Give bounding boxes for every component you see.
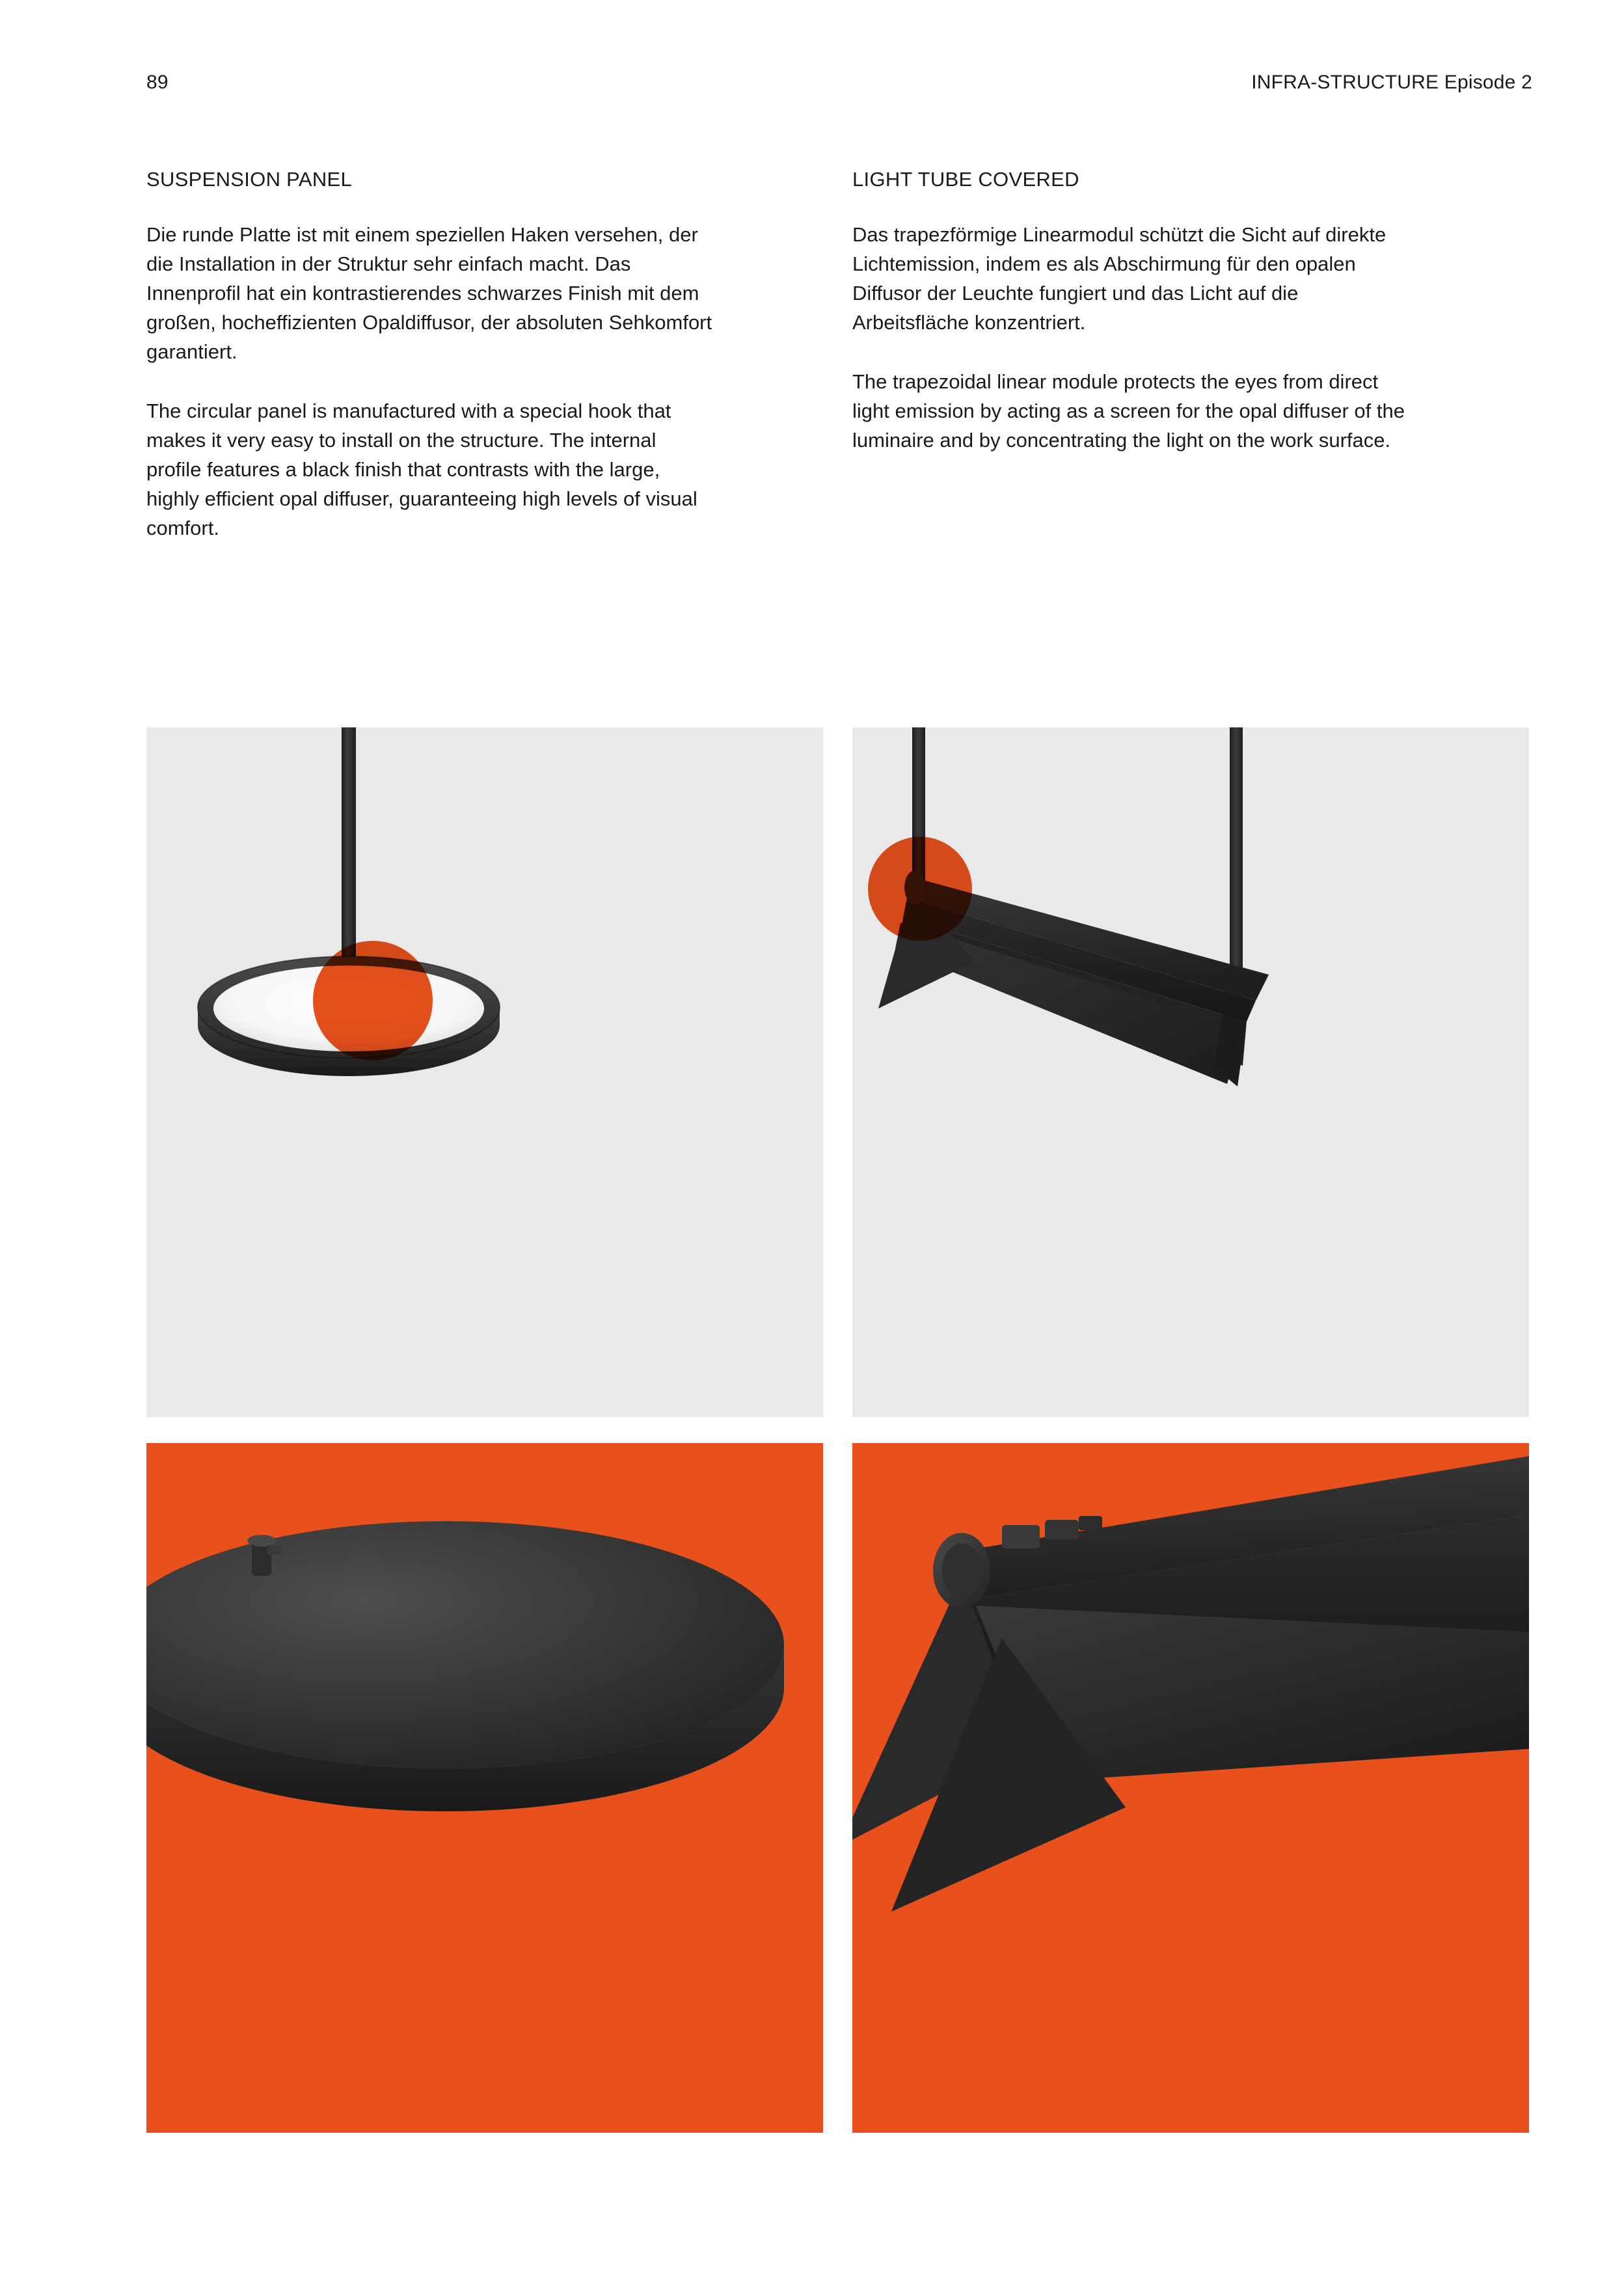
light-tube-illustration xyxy=(852,727,1529,1417)
figure-light-tube-detail-photo xyxy=(852,1443,1529,2133)
light-tube-detail-illustration xyxy=(852,1443,1529,2133)
paragraph-german-left: Die runde Platte ist mit einem speziellen Haken versehen, der die Installation in der Struktur sehr einfach macht. Das Innenprofil hat ein kontrastierendes schwarzes Finish mit dem großen, hocheffizienten Opaldiffusor, der absoluten Sehkomfort garantiert. xyxy=(146,223,712,363)
section-title-light-tube-covered: LIGHT TUBE COVERED xyxy=(852,168,1079,191)
column-left xyxy=(146,168,719,543)
running-head-title: INFRA-STRUCTURE Episode 2 xyxy=(1251,72,1532,93)
page-header xyxy=(146,72,1532,98)
figure-suspension-panel-detail-photo xyxy=(146,1443,823,2133)
figure-grid xyxy=(146,727,1532,2133)
column-right xyxy=(852,168,1425,455)
paragraph-german-right: Das trapezförmige Linearmodul schützt die Sicht auf direkte Lichtemission, indem es als Abschirmung für den opalen Diffusor der Leuchte fungiert und das Licht auf die Arbeitsfläche konzentriert. xyxy=(852,223,1387,334)
section-title-suspension-panel: SUSPENSION PANEL xyxy=(146,168,353,191)
paragraph-english-left: The circular panel is manufactured with a special hook that makes it very easy to install on the structure. The internal profile features a black finish that contrasts with the large, highly efficient opal diffuser, guaranteeing high levels of visual comfort. xyxy=(146,399,697,539)
page-number: 89 xyxy=(146,72,169,93)
suspension-panel-illustration xyxy=(146,727,823,1417)
figure-suspension-panel-product-photo xyxy=(146,727,823,1417)
figure-light-tube-covered-product-photo xyxy=(852,727,1529,1417)
suspension-panel-detail-illustration xyxy=(146,1443,823,2133)
paragraph-english-right: The trapezoidal linear module protects the eyes from direct light emission by acting as a screen for the opal diffuser of the luminaire and by concentrating the light on the work surface. xyxy=(852,370,1405,452)
